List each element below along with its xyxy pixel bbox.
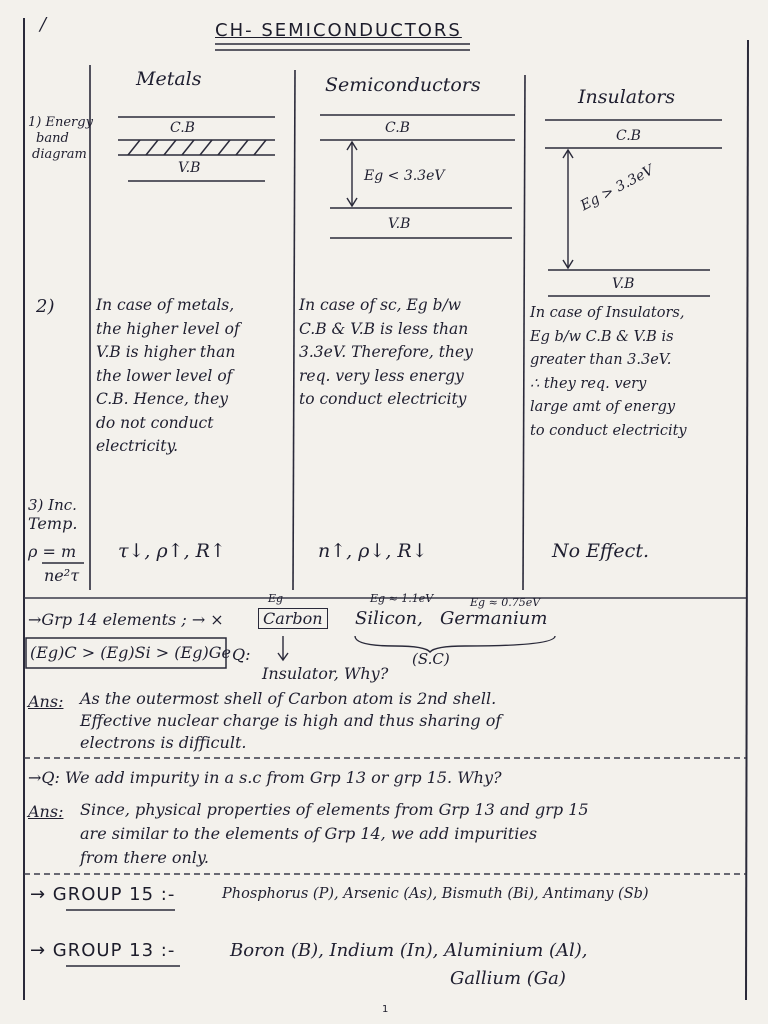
row-label-temp: Temp. (28, 514, 78, 533)
row-label-3: 3) Inc. (28, 496, 77, 514)
text-line: 3.3eV. Therefore, they (299, 343, 473, 361)
text-line: req. very less energy (299, 366, 464, 385)
answer-paragraph-1 (80, 688, 740, 754)
row-label-energy: 1) Energy (28, 115, 93, 130)
page-title: CH- SEMICONDUCTORS (215, 20, 462, 41)
carbon-eg-note: Eg (268, 592, 284, 605)
group15-label: → GROUP 15 :- (30, 884, 176, 905)
text-line: the higher level of (96, 319, 240, 338)
text-line: In case of sc, Eg b/w (299, 296, 462, 314)
sc-note: (S.C) (412, 650, 450, 668)
sc-eg-label: Eg < 3.3eV (364, 168, 445, 184)
metal-vb-label: V.B (178, 160, 201, 176)
text-line: are similar to the elements of Grp 14, we add impurities (80, 824, 538, 843)
ins-eg-label: Eg > 3.3eV (578, 162, 657, 215)
text-line: to conduct electricity (530, 422, 687, 439)
text-line: V.B is higher than (96, 343, 236, 361)
ins-cb-label: C.B (616, 128, 641, 144)
silicon-eg-note: Eg ≈ 1.1eV (370, 592, 434, 605)
text-line: Effective nuclear charge is high and thus sharing of (80, 711, 502, 730)
text-line: from there only. (80, 848, 209, 867)
group13-label: → GROUP 13 :- (30, 940, 176, 961)
insulators-temp-effect: No Effect. (552, 540, 649, 562)
germanium-eg-note: Eg ≈ 0.75eV (470, 596, 541, 609)
text-line: electricity. (96, 437, 179, 455)
row-label-2: 2) (36, 296, 55, 317)
resistivity-formula-denominator: ne²τ (44, 566, 80, 585)
insulator-question: Insulator, Why? (262, 664, 389, 683)
metal-cb-label: C.B (170, 120, 195, 136)
text-line: Since, physical properties of elements from Grp 13 and grp 15 (80, 800, 589, 819)
column-heading-semiconductors: Semiconductors (325, 74, 481, 96)
text-line: electrons is difficult. (80, 733, 247, 752)
semiconductors-temp-effect: n↑, ρ↓, R↓ (318, 540, 428, 562)
question-mark-q: Q: (232, 645, 251, 664)
text-line: C.B. Hence, they (96, 390, 228, 408)
silicon-label: Silicon, (355, 608, 423, 629)
page-number: 1 (382, 1004, 389, 1015)
page-mark: / (40, 14, 47, 35)
semiconductors-paragraph (299, 294, 523, 412)
band-gap-inequality: (Eg)C > (Eg)Si > (Eg)Ge (30, 643, 231, 662)
sc-cb-label: C.B (385, 120, 410, 136)
row-label-band: band (36, 131, 69, 146)
column-heading-metals: Metals (136, 68, 202, 90)
text-line: C.B & V.B is less than (299, 319, 469, 338)
group15-elements: Phosphorus (P), Arsenic (As), Bismuth (Bi), Antimany (Sb) (222, 886, 649, 902)
metals-temp-effect: τ↓, ρ↑, R↑ (118, 540, 226, 562)
group13-elements-line2: Gallium (Ga) (450, 968, 566, 989)
text-line: the lower level of (96, 366, 233, 385)
sc-vb-label: V.B (388, 216, 411, 232)
germanium-label: Germanium (440, 608, 548, 629)
resistivity-formula-numerator: ρ = m (28, 542, 77, 561)
metals-paragraph (96, 294, 292, 459)
ins-vb-label: V.B (612, 276, 635, 292)
grp14-line: →Grp 14 elements ; → × (28, 610, 224, 629)
text-line: Eg b/w C.B & V.B is (530, 328, 674, 345)
impurity-question: →Q: We add impurity in a s.c from Grp 13 or grp 15. Why? (28, 768, 502, 787)
text-line: greater than 3.3eV. (530, 352, 672, 368)
column-heading-insulators: Insulators (578, 86, 676, 108)
text-line: ∴ they req. very (530, 375, 647, 392)
answer-label-2: Ans: (28, 802, 64, 821)
answer-label-1: Ans: (28, 692, 64, 711)
text-line: In case of Insulators, (530, 305, 685, 321)
text-line: In case of metals, (96, 296, 235, 314)
text-line: As the outermost shell of Carbon atom is 2nd shell. (80, 689, 497, 708)
row-label-diagram: diagram (32, 147, 87, 162)
insulators-paragraph (530, 302, 746, 443)
text-line: large amt of energy (530, 399, 676, 415)
carbon-boxed: Carbon (258, 608, 328, 629)
text-line: to conduct electricity (299, 390, 467, 408)
group13-elements-line1: Boron (B), Indium (In), Aluminium (Al), (230, 940, 588, 961)
text-line: do not conduct (96, 413, 214, 432)
answer-paragraph-2 (80, 798, 740, 870)
